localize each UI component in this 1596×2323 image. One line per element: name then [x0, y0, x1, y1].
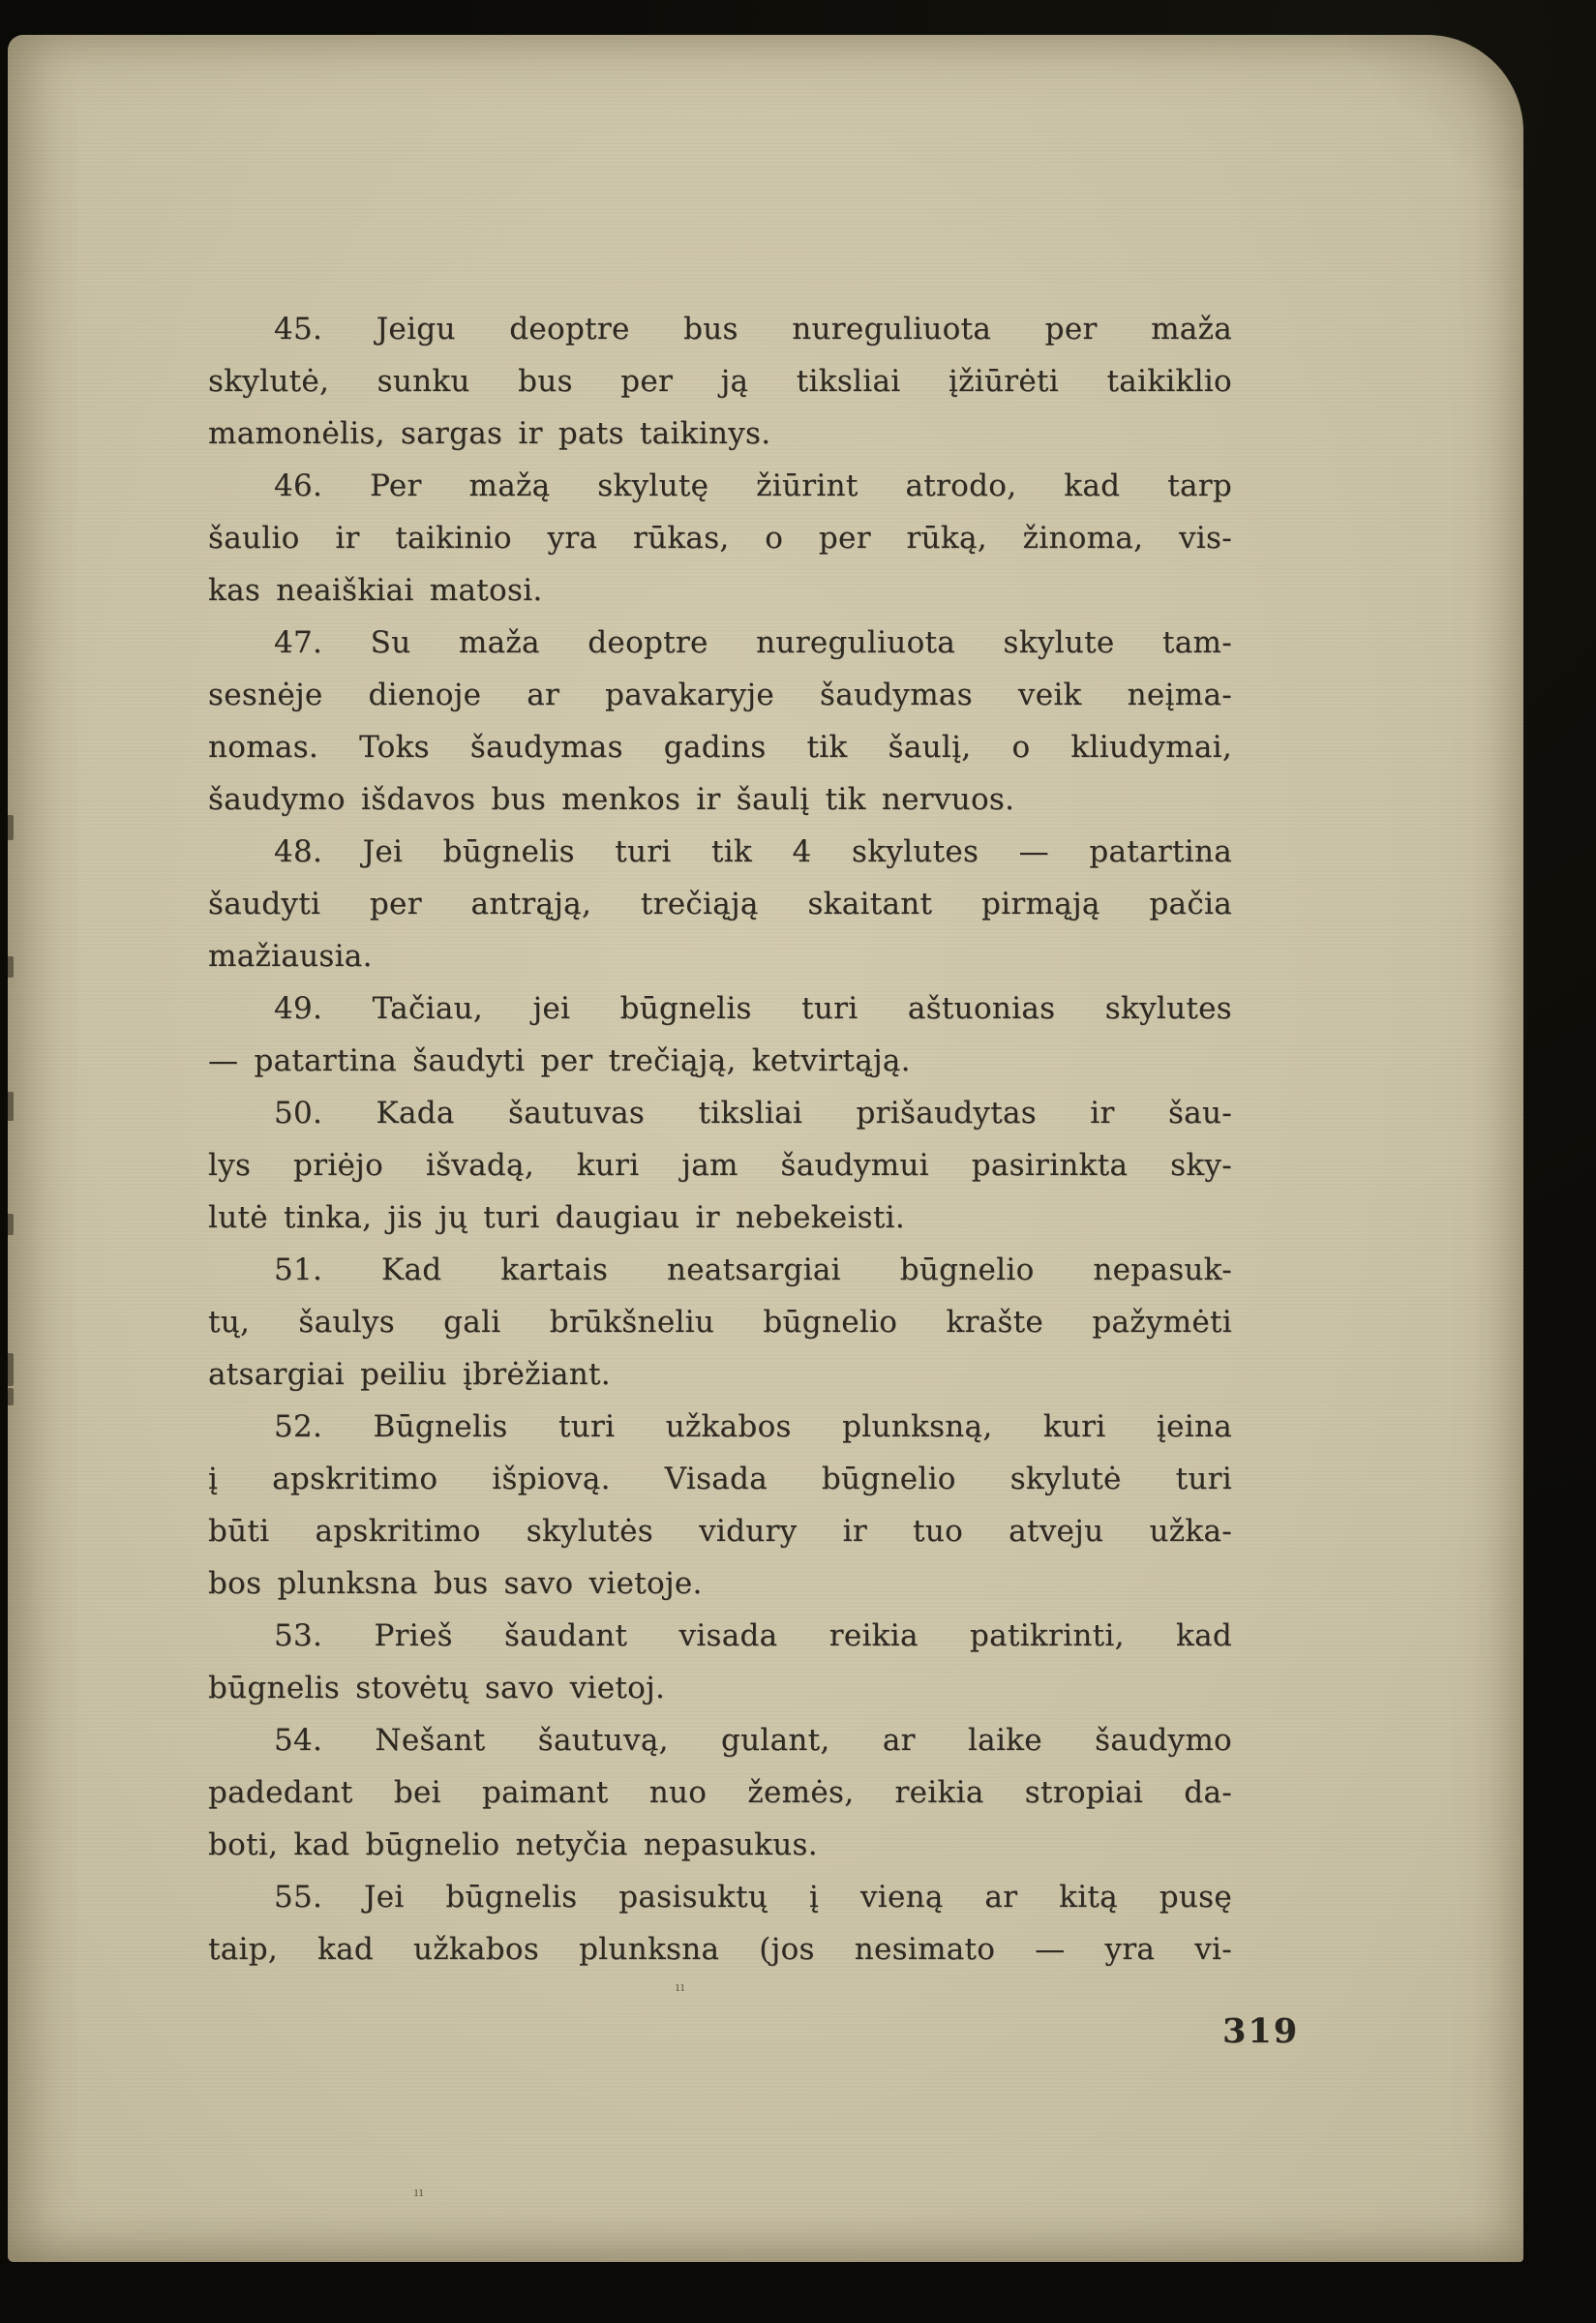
text-line: lys priėjo išvadą, kuri jam šaudymui pasirinkta sky- [208, 1148, 1232, 1183]
text-line: sesnėje dienoje ar pavakaryje šaudymas veik neįma- [208, 678, 1232, 712]
text-line: į apskritimo išpiovą. Visada būgnelio skylutė turi [208, 1462, 1232, 1496]
text-line: kas neaiškiai matosi. [208, 573, 543, 608]
text-line: 54. Nešant šautuvą, gulant, ar laike šaudymo [274, 1723, 1232, 1758]
text-line: 47. Su maža deoptre nureguliuota skylute tam- [274, 625, 1232, 660]
text-line: būgnelis stovėtų savo vietoj. [208, 1671, 666, 1705]
text-line: lutė tinka, jis jų turi daugiau ir nebekeisti. [208, 1200, 905, 1235]
text-line: bos plunksna bus savo vietoje. [208, 1566, 703, 1601]
text-line: 49. Tačiau, jei būgnelis turi aštuonias skylutes [274, 991, 1232, 1026]
text-line: atsargiai peiliu įbrėžiant. [208, 1357, 611, 1392]
text-line: šaudymo išdavos bus menkos ir šaulį tik nervuos. [208, 782, 1015, 817]
book-page-paper [8, 35, 1523, 2262]
text-line: šaudyti per antrąją, trečiąją skaitant pirmąją pačia [208, 887, 1232, 921]
text-line: 55. Jei būgnelis pasisuktų į vieną ar kitą pusę [274, 1880, 1232, 1915]
ink-speck: ıı [414, 2186, 425, 2200]
text-line: taip, kad užkabos plunksna (jos nesimato — yra vi- [208, 1932, 1232, 1967]
text-line: šaulio ir taikinio yra rūkas, o per rūką, žinoma, vis- [208, 521, 1232, 556]
text-line: skylutė, sunku bus per ją tiksliai įžiūrėti taikiklio [208, 364, 1232, 399]
gutter-scan-tick [8, 1353, 14, 1386]
page-number: 319 [1222, 2011, 1300, 2051]
text-line: 48. Jei būgnelis turi tik 4 skylutes — patartina [274, 834, 1232, 869]
text-block [208, 303, 1232, 1976]
gutter-scan-tick [8, 956, 14, 978]
text-line: mamonėlis, sargas ir pats taikinys. [208, 416, 771, 451]
text-line: padedant bei paimant nuo žemės, reikia stropiai da- [208, 1775, 1232, 1810]
text-line: — patartina šaudyti per trečiąją, ketvirtąją. [208, 1043, 911, 1078]
text-line: 45. Jeigu deoptre bus nureguliuota per maža [274, 312, 1232, 347]
gutter-scan-tick [8, 1214, 14, 1235]
text-line: tų, šaulys gali brūkšneliu būgnelio krašte pažymėti [208, 1305, 1232, 1340]
text-line: būti apskritimo skylutės vidury ir tuo atveju užka- [208, 1514, 1232, 1549]
text-line: 50. Kada šautuvas tiksliai prišaudytas ir šau- [274, 1096, 1232, 1131]
gutter-scan-tick [8, 1092, 14, 1121]
text-line: boti, kad būgnelio netyčia nepasukus. [208, 1827, 818, 1862]
text-line: 51. Kad kartais neatsargiai būgnelio nepasuk- [274, 1252, 1232, 1287]
text-line: 52. Būgnelis turi užkabos plunksną, kuri įeina [274, 1409, 1232, 1444]
ink-speck: ıı [676, 1980, 686, 1995]
text-line: 46. Per mažą skylutę žiūrint atrodo, kad tarp [274, 468, 1232, 503]
text-line: 53. Prieš šaudant visada reikia patikrinti, kad [274, 1618, 1232, 1653]
text-line: nomas. Toks šaudymas gadins tik šaulį, o kliudymai, [208, 730, 1232, 765]
text-line: mažiausia. [208, 939, 373, 974]
gutter-scan-tick [8, 815, 14, 840]
gutter-scan-tick [8, 1388, 14, 1405]
